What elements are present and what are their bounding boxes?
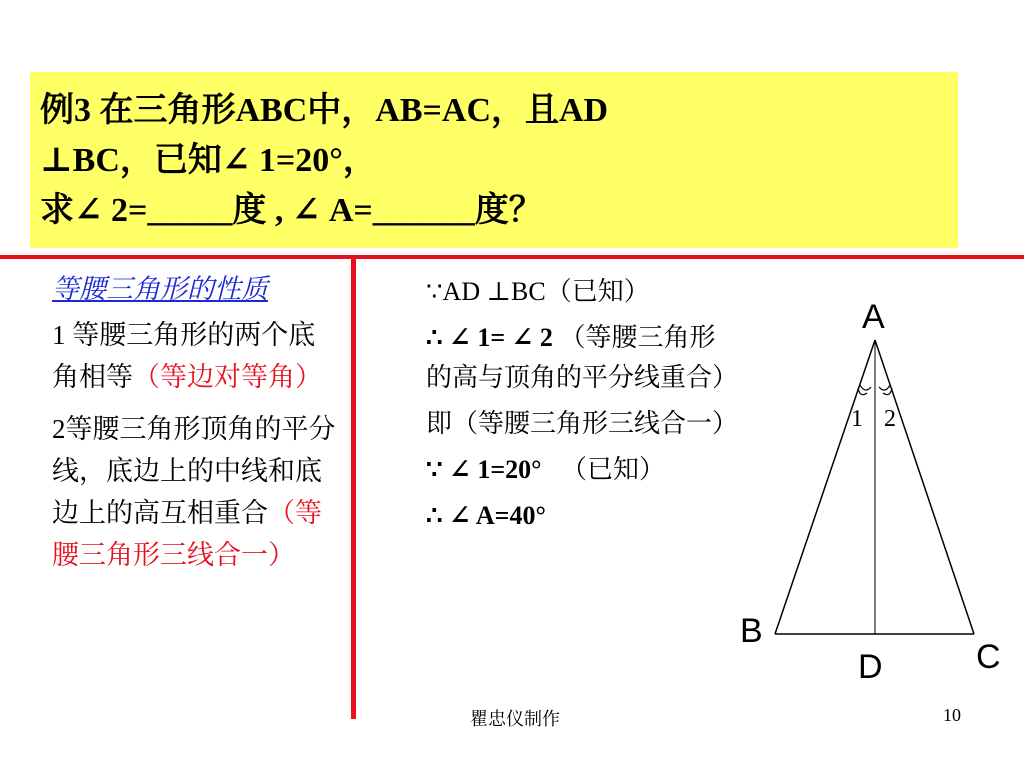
horizontal-divider (0, 255, 1024, 259)
solution-step-5: ∴ ∠ A=40° (426, 501, 546, 530)
example-title-box (30, 72, 958, 248)
solution-step-3: 即（等腰三角形三线合一） (426, 409, 739, 438)
footer-author: 瞿忠仪制作 (470, 709, 560, 729)
property-item-1 (52, 314, 342, 398)
title-line-1: 例3 在三角形ABC中，AB=AC，且AD (40, 92, 609, 129)
title-line-2: ⊥BC，已知∠ 1=20°， (40, 142, 377, 179)
step-2-reason: （等腰三角形的高与顶角的平分线重合） (426, 323, 739, 392)
solution-panel (426, 272, 739, 542)
solution-step-1: ∵AD ⊥BC（已知） (426, 277, 650, 306)
property-1-note: （等边对等角） (133, 362, 322, 392)
vertical-divider (351, 257, 356, 719)
property-1-text: 1 等腰三角形的两个底角相等 (52, 320, 316, 392)
property-2-text: 2等腰三角形顶角的平分线，底边上的中线和底边上的高互相重合 (52, 414, 336, 528)
title-line-3: 求∠ 2=_____度 , ∠ A=______度？ (40, 192, 543, 229)
properties-panel (52, 268, 342, 586)
side-ac (875, 340, 974, 634)
solution-step-2 (426, 318, 739, 398)
triangle-diagram (730, 290, 1024, 690)
angle-1-label: 1 (851, 406, 863, 432)
vertex-b-label: B (740, 612, 763, 650)
property-item-2 (52, 408, 342, 576)
side-ab (775, 340, 875, 634)
step-2-math: ∴ ∠ 1= ∠ 2 (426, 323, 553, 352)
step-4-math: ∵ ∠ 1=20° (426, 455, 542, 484)
page-number: 10 (943, 705, 961, 725)
angle-2-label: 2 (884, 406, 896, 432)
property-2-note: （等腰三角形三线合一） (52, 498, 322, 570)
solution-step-4 (426, 450, 726, 490)
vertex-c-label: C (976, 638, 1001, 676)
properties-heading-link[interactable]: 等腰三角形的性质 (52, 274, 268, 304)
vertex-a-label: A (862, 298, 885, 336)
step-4-reason: （已知） (561, 455, 666, 484)
point-d-label: D (858, 648, 883, 686)
